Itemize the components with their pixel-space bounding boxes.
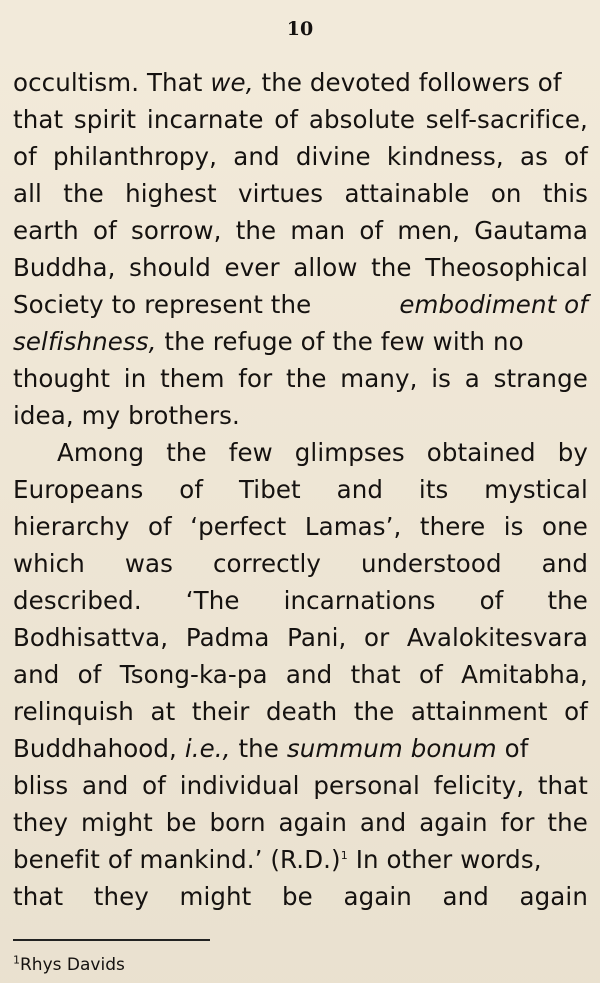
text-line [13, 841, 588, 878]
word: the [235, 216, 277, 245]
word: Tibet [238, 475, 301, 504]
word: self-sacrifice, [425, 105, 588, 134]
word: virtues [238, 179, 324, 208]
word: Bodhisattva, [13, 623, 169, 652]
word: their [191, 697, 250, 726]
text-line [13, 471, 588, 508]
word: Amitabha, [461, 660, 588, 689]
text-run: the refuge of the few with no [156, 327, 524, 356]
word: ‘perfect [190, 512, 287, 541]
word: and [81, 771, 129, 800]
text-line [13, 434, 588, 471]
italic-run: summum bonum [286, 734, 497, 763]
text-run: the [230, 734, 287, 763]
text-line [13, 878, 588, 915]
text-run: the devoted followers of [253, 68, 562, 97]
word: kindness, [386, 142, 504, 171]
text-line [13, 545, 588, 582]
word: by [557, 438, 588, 467]
text-run: Buddhahood, [13, 734, 185, 763]
word: and [13, 660, 60, 689]
word: Theosophical [425, 253, 588, 282]
word: of [179, 475, 204, 504]
italic-run: embodiment of [399, 290, 588, 319]
word: again [343, 882, 412, 911]
word: the [371, 253, 412, 282]
word: earth [13, 216, 79, 245]
text-line [13, 286, 588, 323]
word: of [13, 142, 37, 171]
body-text [13, 64, 588, 915]
word: as [519, 142, 548, 171]
text-line [13, 138, 588, 175]
word: relinquish [13, 697, 134, 726]
word: for [500, 808, 535, 837]
word: the [286, 364, 327, 393]
word: Buddha, [13, 253, 116, 282]
word: Padma [185, 623, 270, 652]
word: mystical [484, 475, 588, 504]
italic-run: we, [210, 68, 254, 97]
word: and [285, 660, 333, 689]
word: be [165, 808, 197, 837]
word: of [77, 660, 102, 689]
word: correctly [212, 549, 321, 578]
word: Lamas’, [304, 512, 402, 541]
word: might [81, 808, 153, 837]
text-run: benefit of mankind.’ (R.D.) [13, 845, 341, 874]
text-line [13, 175, 588, 212]
word: Among [57, 438, 145, 467]
text-line [13, 323, 588, 360]
text-line [13, 212, 588, 249]
word: this [542, 179, 588, 208]
word: is [503, 512, 524, 541]
word: divine [295, 142, 371, 171]
word: felicity, [433, 771, 525, 800]
text-line [13, 508, 588, 545]
word: born [209, 808, 266, 837]
word: strange [493, 364, 588, 393]
word: obtained [426, 438, 536, 467]
word: of [274, 105, 299, 134]
word: of [564, 697, 588, 726]
text-line [13, 249, 588, 286]
word: bliss [13, 771, 69, 800]
word: of [93, 216, 117, 245]
word: described. [13, 586, 142, 615]
word: ever [224, 253, 280, 282]
word: which [13, 549, 85, 578]
word: death [266, 697, 338, 726]
word: is [431, 364, 451, 393]
text-line [13, 693, 588, 730]
text-line [13, 64, 588, 101]
word: Pani, [287, 623, 347, 652]
word: Gautama [474, 216, 588, 245]
word: the [63, 179, 104, 208]
word: that [13, 882, 64, 911]
text-line [13, 730, 588, 767]
word: sorrow, [131, 216, 222, 245]
word: all [13, 179, 42, 208]
text-line [13, 656, 588, 693]
word: of [359, 216, 384, 245]
word: incarnations [283, 586, 436, 615]
footnote-reference[interactable]: 1 [340, 848, 348, 862]
word: and [233, 142, 280, 171]
word: and [359, 808, 407, 837]
footnote-text: Rhys Davids [20, 955, 125, 975]
text-line: idea, my brothers. [13, 401, 240, 430]
word: again [519, 882, 588, 911]
word: they [13, 808, 69, 837]
word: of [419, 660, 443, 689]
text-run: Society to represent the [13, 290, 312, 319]
word: men, [397, 216, 461, 245]
word: in [123, 364, 147, 393]
page-number: 10 [286, 18, 314, 40]
text-line [13, 619, 588, 656]
word: spirit [73, 105, 137, 134]
word: that [350, 660, 401, 689]
word: few [228, 438, 273, 467]
word: that [13, 105, 64, 134]
word: understood [360, 549, 502, 578]
word: the [547, 586, 588, 615]
word: at [150, 697, 176, 726]
text-line [13, 767, 588, 804]
footnote-marker: 1 [13, 953, 20, 967]
word: hierarchy [13, 512, 130, 541]
text-line [13, 360, 588, 397]
text-run: occultism. That [13, 68, 211, 97]
word: of [147, 512, 172, 541]
text-line [13, 804, 588, 841]
text-run: In other words, [347, 845, 542, 874]
word: Europeans [13, 475, 144, 504]
word: might [179, 882, 252, 911]
word: a [464, 364, 480, 393]
word: and [336, 475, 384, 504]
word: absolute [308, 105, 415, 134]
word: and [442, 882, 489, 911]
word: Avalokitesvara [406, 623, 588, 652]
word: be [282, 882, 313, 911]
word: individual [179, 771, 300, 800]
paragraph-1 [13, 64, 588, 434]
word: highest [125, 179, 217, 208]
word: many, [340, 364, 418, 393]
word: its [418, 475, 449, 504]
word: they [93, 882, 149, 911]
word: again [419, 808, 488, 837]
footnote-divider [13, 939, 210, 941]
word: attainable [344, 179, 470, 208]
word: for [238, 364, 273, 393]
paragraph-2 [13, 434, 588, 915]
text-line [13, 582, 588, 619]
word: the [353, 697, 395, 726]
word: or [364, 623, 390, 652]
word: philanthropy, [53, 142, 218, 171]
word: allow [293, 253, 358, 282]
word: was [124, 549, 173, 578]
word: them [160, 364, 225, 393]
word: of [479, 586, 504, 615]
word: Tsong-ka-pa [119, 660, 268, 689]
word: of [142, 771, 166, 800]
footnote [13, 955, 125, 975]
word: the [547, 808, 588, 837]
word: ‘The [185, 586, 240, 615]
word: glimpses [294, 438, 405, 467]
word: incarnate [146, 105, 264, 134]
word: thought [13, 364, 111, 393]
word: the [166, 438, 207, 467]
word: on [490, 179, 522, 208]
word: there [419, 512, 486, 541]
word: should [129, 253, 211, 282]
text-line [13, 101, 588, 138]
word: attainment [410, 697, 548, 726]
word: and [541, 549, 588, 578]
word: man [290, 216, 346, 245]
italic-run: i.e., [184, 734, 231, 763]
italic-run: selfishness, [13, 327, 157, 356]
word: again [278, 808, 347, 837]
word: personal [313, 771, 420, 800]
word: that [537, 771, 588, 800]
word: of [564, 142, 588, 171]
text-run: of [496, 734, 529, 763]
word: one [542, 512, 588, 541]
